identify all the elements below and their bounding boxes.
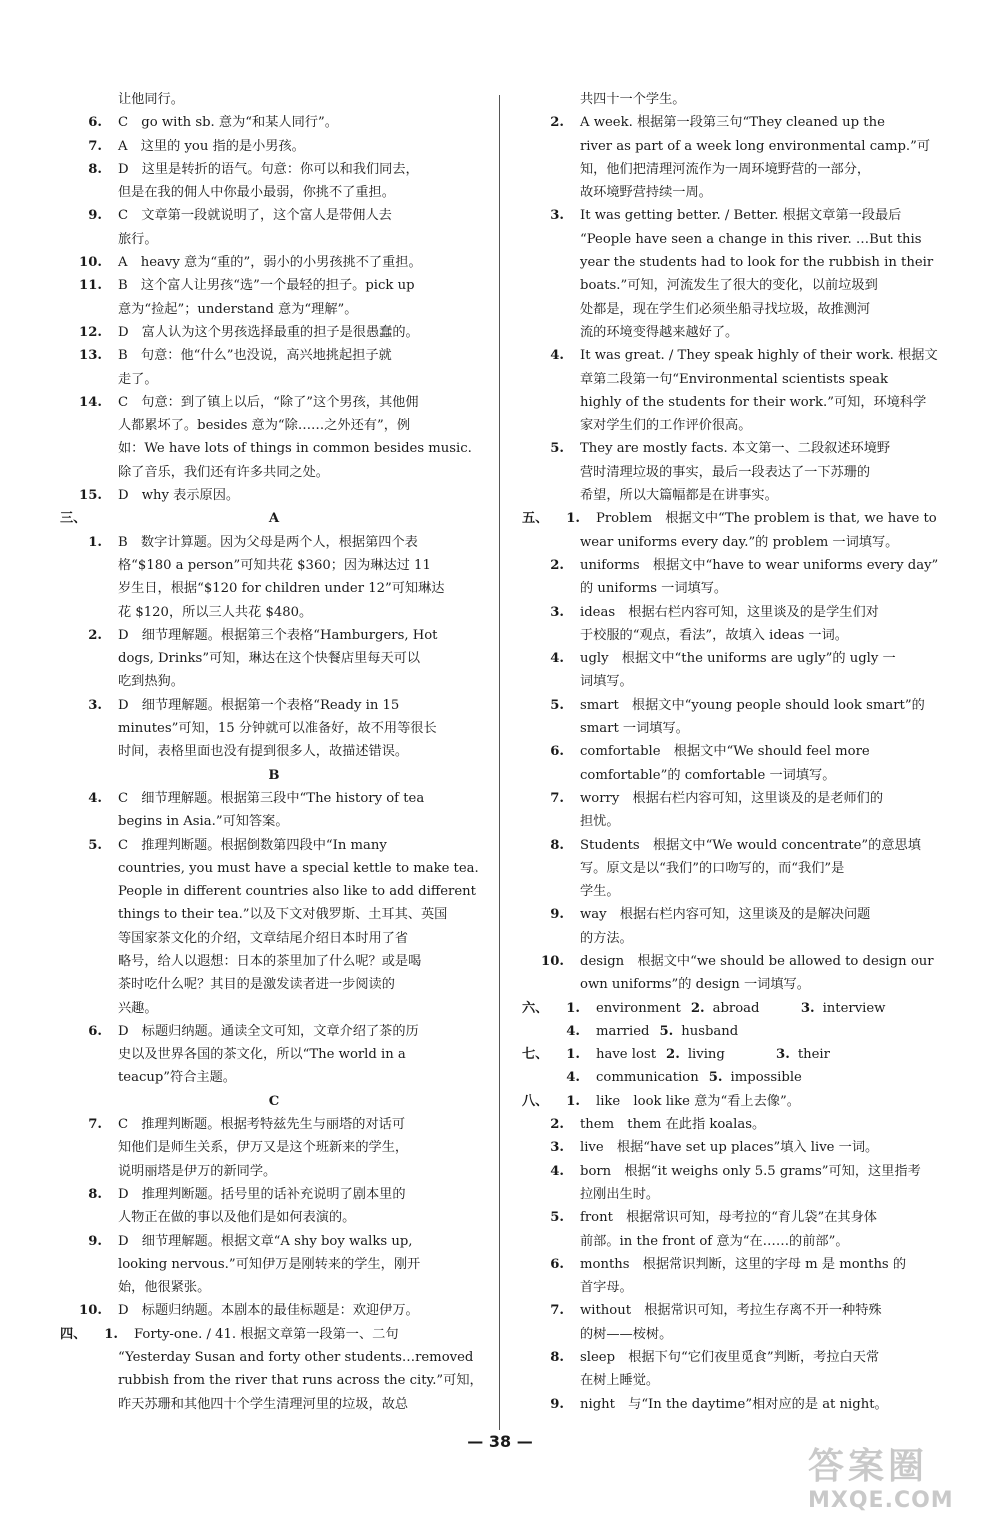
item-number: 15.	[79, 488, 102, 504]
answer-item	[60, 158, 488, 181]
item-text: B 句意：他“什么”也没说，高兴地挑起担子就	[118, 348, 392, 364]
answer-continuation: 的 uniforms 一词填写。	[580, 581, 728, 597]
answer-continuation: 花 $120，所以三人共花 $480。	[118, 604, 313, 620]
answer-item	[522, 204, 950, 227]
answer-continuation: 前部。in the front of 意为“在……的前部”。	[580, 1233, 849, 1249]
item-number: 1.	[104, 1326, 118, 1342]
word-answer	[556, 1024, 649, 1039]
left-column	[60, 88, 488, 1416]
item-number: 8.	[88, 1186, 102, 1202]
answer-continuation: 故环境野营持续一周。	[580, 185, 712, 201]
answer-continuation: 但是在我的佣人中你最小最弱，你挑不了重担。	[118, 185, 395, 201]
item-number: 4.	[550, 651, 564, 667]
item-text: comfortable 根据文中“We should feel more	[580, 744, 870, 760]
answer-continuation: 岁生日，根据“$120 for children under 12”可知琳达	[118, 581, 445, 597]
item-text: D 富人认为这个男孩选择最重的担子是很愚蠢的。	[118, 324, 419, 340]
answer-continuation: 词填写。	[580, 674, 633, 690]
answer-continuation: 章第二段第一句“Environmental scientists speak	[580, 371, 889, 387]
item-number: 4.	[566, 1070, 580, 1086]
item-number: 9.	[550, 1396, 564, 1412]
word-answer	[691, 997, 791, 1020]
item-number: 7.	[550, 790, 564, 806]
item-number: 6.	[88, 1023, 102, 1039]
answer-continuation: 处都是，现在学生们必须坐船寻找垃圾，故推测河	[580, 301, 871, 317]
item-text: B 数字计算题。因为父母是两个人，根据第四个表	[118, 534, 418, 550]
item-number: 1.	[566, 511, 580, 527]
item-number: 6.	[550, 1256, 564, 1272]
item-number: 4.	[550, 348, 564, 364]
word-answer	[659, 1020, 759, 1043]
word-answer	[801, 997, 901, 1020]
answer-continuation: 昨天苏珊和其他四十个学生清理河里的垃圾，故总	[118, 1396, 409, 1412]
answer-item	[522, 1113, 950, 1136]
item-text: living	[687, 1047, 725, 1063]
item-text: It was getting better. / Better. 根据文章第一段最后	[580, 208, 902, 224]
item-number: 5.	[708, 1070, 723, 1086]
answer-continuation: 略号，给人以遐想：日本的茶里加了什么呢？或是喝	[118, 953, 422, 969]
item-number: 13.	[79, 348, 102, 364]
item-text: They are mostly facts. 本文第一、二段叙述环境野	[580, 441, 891, 457]
item-number: 4.	[88, 790, 102, 806]
item-number: 9.	[88, 1233, 102, 1249]
answer-item	[60, 135, 488, 158]
word-answer	[709, 1066, 809, 1089]
answer-continuation: 人都累坏了。besides 意为“除……之外还有”，例	[118, 418, 411, 434]
item-number: 9.	[550, 907, 564, 923]
answer-continuation: 史以及世界各国的茶文化，所以“The world in a	[118, 1047, 406, 1063]
item-number: 9.	[88, 208, 102, 224]
section-first-item	[522, 1090, 950, 1113]
answer-item	[522, 903, 950, 926]
answer-item	[522, 1206, 950, 1229]
item-text: D 细节理解题。根据第一个表格“Ready in 15	[118, 697, 400, 713]
answer-item	[60, 694, 488, 717]
answer-continuation: 旅行。	[118, 231, 158, 247]
answer-item	[522, 554, 950, 577]
section-first-item	[60, 1323, 488, 1346]
word-answer-row	[522, 1043, 950, 1066]
answer-continuation: 营时清理垃圾的事实，最后一段表达了一下苏珊的	[580, 464, 871, 480]
answer-item	[522, 1253, 950, 1276]
answer-continuation: 除了音乐，我们还有许多共同之处。	[118, 464, 329, 480]
answer-continuation: smart 一词填写。	[580, 721, 689, 737]
answer-item	[522, 1160, 950, 1183]
item-text: impossible	[730, 1070, 802, 1086]
watermark-bottom-text: MXQE.COM	[808, 1488, 954, 1513]
answer-item	[60, 321, 488, 344]
answer-continuation: 共四十一个学生。	[580, 92, 686, 107]
item-number: 10.	[79, 1303, 102, 1319]
answer-continuation: 吃到热狗。	[118, 674, 184, 690]
answer-continuation: 拉刚出生时。	[580, 1186, 660, 1202]
item-text: married	[596, 1023, 650, 1039]
answer-item	[522, 1346, 950, 1369]
answer-item	[60, 1299, 488, 1322]
item-number: 2.	[550, 1117, 564, 1133]
item-number: 8.	[88, 161, 102, 177]
item-number: 8.	[550, 1350, 564, 1366]
item-text: front 根据常识可知，母考拉的“育儿袋”在其身体	[580, 1210, 877, 1226]
item-text: A heavy 意为“重的”，弱小的小男孩挑不了重担。	[118, 255, 422, 271]
item-number: 5.	[550, 441, 564, 457]
item-number: 2.	[690, 1000, 705, 1016]
answer-item	[60, 251, 488, 274]
answer-item	[60, 1183, 488, 1206]
item-text: D 细节理解题。根据第三个表格“Hamburgers, Hot	[118, 627, 438, 643]
item-text: abroad	[712, 1000, 760, 1016]
item-number: 5.	[88, 837, 102, 853]
item-text: It was great. / They speak highly of their work. 根据文	[580, 348, 938, 364]
item-number: 5.	[550, 1210, 564, 1226]
item-text: design 根据文中“we should be allowed to design our	[580, 953, 934, 969]
answer-continuation: People in different countries also like to add different	[118, 884, 476, 900]
answer-item	[60, 391, 488, 414]
item-number: 7.	[88, 138, 102, 154]
answer-continuation: boats.”可知，河流发生了很大的变化，以前垃圾到	[580, 278, 878, 294]
item-text: smart 根据文中“young people should look smart”的	[580, 697, 925, 713]
item-number: 8.	[550, 837, 564, 853]
item-number: 11.	[79, 278, 102, 294]
answer-continuation: 希望，所以大篇幅都是在讲事实。	[580, 488, 778, 504]
answer-item	[60, 834, 488, 857]
item-text: C 句意：到了镇上以后，“除了”这个男孩，其他佣	[118, 394, 419, 410]
answer-item	[60, 274, 488, 297]
item-number: 2.	[88, 627, 102, 643]
item-number: 4.	[550, 1163, 564, 1179]
passage-heading: B	[268, 767, 280, 783]
answer-item	[60, 204, 488, 227]
item-text: D why 表示原因。	[118, 488, 240, 504]
item-text: D 标题归纳题。本剧本的最佳标题是：欢迎伊万。	[118, 1303, 419, 1319]
item-text: worry 根据右栏内容可知，这里谈及的是老师们的	[580, 790, 884, 806]
item-text: sleep 根据下句“它们夜里觅食”判断，考拉白天常	[580, 1350, 880, 1366]
item-text: C go with sb. 意为“和某人同行”。	[118, 115, 338, 131]
word-answer	[776, 1043, 876, 1066]
item-text: C 推理判断题。根据考特兹先生与丽塔的对话可	[118, 1117, 406, 1133]
answer-item	[60, 111, 488, 134]
item-text: like look like 意为“看上去像”。	[596, 1093, 800, 1109]
answer-continuation: 格“$180 a person”可知共花 $360；因为琳达过 11	[118, 557, 431, 573]
answer-continuation: 担忧。	[580, 814, 620, 830]
item-number: 3.	[550, 208, 564, 224]
item-text: C 文章第一段就说明了，这个富人是带佣人去	[118, 208, 392, 224]
item-number: 10.	[541, 953, 564, 969]
answer-continuation: 人物正在做的事以及他们是如何表演的。	[118, 1210, 356, 1226]
section-label: 七、	[522, 1047, 549, 1063]
item-text: B 这个富人让男孩“选”一个最轻的担子。pick up	[118, 278, 415, 294]
answer-continuation: rubbish from the river that runs across the city.”可知，	[118, 1373, 483, 1389]
answer-continuation: river as part of a week long environmental camp.”可	[580, 138, 931, 154]
item-number: 6.	[88, 115, 102, 131]
watermark-logo	[808, 1446, 993, 1521]
answer-continuation: 茶时吃什么呢？其目的是激发读者进一步阅读的	[118, 977, 395, 993]
item-number: 2.	[666, 1047, 680, 1063]
answer-continuation: wear uniforms every day.”的 problem 一词填写。	[580, 534, 899, 550]
answer-continuation: comfortable”的 comfortable 一词填写。	[580, 767, 836, 783]
answer-continuation: 写。原文是以“我们”的口吻写的，而“我们”是	[580, 860, 845, 876]
item-text: A 这里的 you 指的是小男孩。	[118, 138, 305, 154]
item-text: without 根据常识可知，考拉生存离不开一种特殊	[580, 1303, 882, 1319]
answer-continuation: 于校服的“观点，看法”，故填入 ideas 一词。	[580, 627, 848, 643]
item-text: Problem 根据文中“The problem is that, we have to	[596, 511, 937, 527]
word-answer	[666, 1043, 766, 1066]
answer-continuation: 始，他很紧张。	[118, 1280, 211, 1296]
item-text: environment	[596, 1000, 681, 1016]
word-answer-row	[522, 997, 950, 1020]
section-label: 四、	[60, 1326, 87, 1342]
answer-continuation: 学生。	[580, 884, 620, 900]
word-answer	[556, 1001, 681, 1016]
answer-continuation: 意为“捡起”；understand 意为“理解”。	[118, 301, 358, 317]
item-text: Forty-one. / 41. 根据文章第一段第一、二句	[134, 1326, 399, 1342]
item-text: D 标题归纳题。通读全文可知，文章介绍了茶的历	[118, 1023, 419, 1039]
answer-continuation: things to their tea.”以及下文对俄罗斯、土耳其、英国	[118, 907, 448, 923]
answer-continuation: 说明丽塔是伊万的新同学。	[118, 1163, 277, 1179]
item-number: 2.	[550, 557, 564, 573]
item-number: 5.	[550, 697, 564, 713]
answer-continuation: looking nervous.”可知伊万是刚转来的学生，刚开	[118, 1256, 421, 1272]
column-divider	[499, 95, 500, 1430]
answer-continuation: 的方法。	[580, 930, 633, 946]
answer-item	[522, 1393, 950, 1416]
answer-item	[522, 740, 950, 763]
word-answer	[556, 1070, 699, 1085]
item-number: 7.	[88, 1117, 102, 1133]
answer-continuation: highly of the students for their work.”可知，环境科学	[580, 394, 927, 410]
answer-continuation: 走了。	[118, 371, 158, 387]
answer-continuation: countries, you must have a special kettle to make tea.	[118, 860, 479, 876]
answer-continuation: minutes”可知，15 分钟就可以准备好，故不用等很长	[118, 721, 437, 737]
answer-continuation: 在树上睡觉。	[580, 1373, 660, 1389]
item-text: C 推理判断题。根据倒数第四段中“In many	[118, 837, 387, 853]
answer-continuation: 如：We have lots of things in common besides music.	[118, 441, 472, 457]
answer-item	[522, 1136, 950, 1159]
section-label: 五、	[522, 511, 549, 527]
answer-continuation: 让他同行。	[118, 92, 184, 107]
item-number: 3.	[88, 697, 102, 713]
word-answer-row	[522, 1020, 950, 1043]
passage-heading: A	[268, 511, 280, 527]
answer-item	[60, 344, 488, 367]
answer-continuation: 时间，表格里面也没有提到很多人，故描述错误。	[118, 744, 409, 760]
answer-continuation: “Yesterday Susan and forty other students…removed	[118, 1350, 474, 1366]
word-answer-row	[522, 1066, 950, 1089]
section-label: 三、	[60, 511, 87, 527]
item-text: D 细节理解题。根据文章“A shy boy walks up,	[118, 1233, 413, 1249]
item-number: 3.	[550, 604, 564, 620]
answer-item	[60, 1020, 488, 1043]
item-text: D 这里是转折的语气。句意：你可以和我们同去，	[118, 161, 419, 177]
item-text: D 推理判断题。括号里的话补充说明了剧本里的	[118, 1186, 406, 1202]
answer-continuation: 的树——桉树。	[580, 1326, 673, 1342]
answer-continuation: year the students had to look for the rubbish in their	[580, 255, 934, 271]
word-answer	[556, 1047, 656, 1062]
answer-item	[60, 624, 488, 647]
item-text: A week. 根据第一段第三句“They cleaned up the	[580, 115, 885, 131]
answer-item	[522, 344, 950, 367]
answer-continuation: begins in Asia.”可知答案。	[118, 814, 289, 830]
answer-item	[522, 834, 950, 857]
item-text: live 根据“have set up places”填入 live 一词。	[580, 1140, 879, 1156]
item-number: 1.	[566, 1093, 580, 1109]
answer-continuation: “People have seen a change in this river. …But this	[580, 231, 922, 247]
answer-item	[60, 1230, 488, 1253]
answer-continuation: dogs, Drinks”可知，琳达在这个快餐店里每天可以	[118, 651, 421, 667]
item-number: 7.	[550, 1303, 564, 1319]
item-text: Students 根据文中“We would concentrate”的意思填	[580, 837, 921, 853]
item-text: uniforms 根据文中“have to wear uniforms every day”	[580, 557, 939, 573]
passage-heading: C	[268, 1093, 280, 1109]
item-number: 3.	[800, 1000, 815, 1016]
item-number: 5.	[659, 1023, 674, 1039]
answer-continuation: 家对学生们的工作评价很高。	[580, 418, 752, 434]
section-label: 八、	[522, 1093, 549, 1109]
right-column	[522, 88, 950, 1416]
answer-item	[522, 694, 950, 717]
answer-continuation: 流的环境变得越来越好了。	[580, 324, 739, 340]
item-number: 4.	[566, 1023, 580, 1039]
page-number: — 38 —	[467, 1432, 533, 1451]
answer-continuation: 等国家茶文化的介绍，文章结尾介绍日本时用了省	[118, 930, 409, 946]
answer-item	[60, 484, 488, 507]
item-text: night 与“In the daytime”相对应的是 at night。	[580, 1396, 888, 1412]
item-text: them them 在此指 koalas。	[580, 1117, 766, 1133]
answer-item	[60, 531, 488, 554]
item-text: interview	[822, 1000, 886, 1016]
section-label: 六、	[522, 1000, 549, 1016]
answer-item	[522, 601, 950, 624]
answer-item	[522, 1299, 950, 1322]
answer-continuation: 首字母。	[580, 1280, 633, 1296]
section-header	[60, 507, 488, 530]
answer-item	[522, 111, 950, 134]
item-number: 2.	[550, 115, 564, 131]
item-number: 1.	[566, 1047, 580, 1063]
item-text: born 根据“it weighs only 5.5 grams”可知，这里指考	[580, 1163, 921, 1179]
item-number: 10.	[79, 255, 102, 271]
item-number: 14.	[79, 394, 102, 410]
item-text: husband	[681, 1023, 739, 1039]
answer-item	[522, 437, 950, 460]
item-text: communication	[596, 1070, 699, 1086]
item-text: their	[797, 1047, 830, 1063]
item-number: 6.	[550, 744, 564, 760]
watermark-top-text: 答案圈	[808, 1446, 929, 1487]
answer-continuation: own uniforms”的 design 一词填写。	[580, 977, 810, 993]
answer-item	[522, 950, 950, 973]
item-text: C 细节理解题。根据第三段中“The history of tea	[118, 790, 425, 806]
item-text: way 根据右栏内容可知，这里谈及的是解决问题	[580, 907, 871, 923]
section-first-item	[522, 507, 950, 530]
answer-continuation: 知，他们把清理河流作为一周环境野营的一部分，	[580, 161, 871, 177]
item-text: ugly 根据文中“the uniforms are ugly”的 ugly 一	[580, 651, 896, 667]
item-number: 1.	[88, 534, 102, 550]
item-number: 3.	[550, 1140, 564, 1156]
item-text: have lost	[596, 1047, 657, 1063]
item-text: months 根据常识判断，这里的字母 m 是 months 的	[580, 1256, 907, 1272]
answer-item	[522, 787, 950, 810]
answer-item	[522, 647, 950, 670]
answer-item	[60, 1113, 488, 1136]
item-number: 12.	[79, 324, 102, 340]
item-number: 1.	[566, 1000, 580, 1016]
answer-continuation: 兴趣。	[118, 1000, 158, 1016]
answer-item	[60, 787, 488, 810]
answer-continuation: 知他们是师生关系，伊万又是这个班新来的学生，	[118, 1140, 409, 1156]
item-number: 3.	[776, 1047, 790, 1063]
answer-continuation: teacup”符合主题。	[118, 1070, 236, 1086]
item-text: ideas 根据右栏内容可知，这里谈及的是学生们对	[580, 604, 879, 620]
